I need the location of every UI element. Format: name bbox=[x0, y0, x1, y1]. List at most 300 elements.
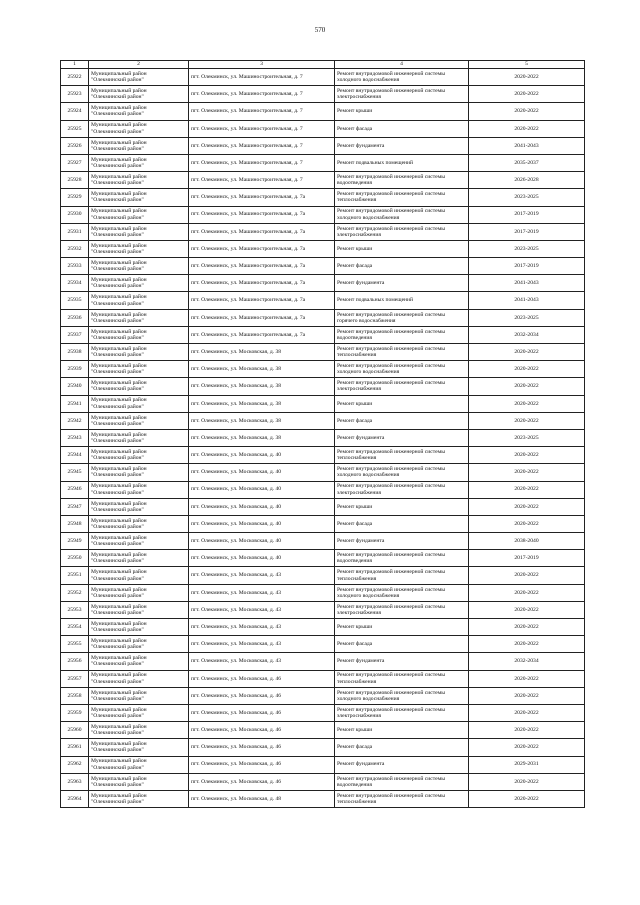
table-row bbox=[61, 240, 585, 257]
period-cell: 2020-2022 bbox=[469, 86, 585, 103]
address-cell: пгт. Олекминск, ул. Машиностроительная, д. 7а bbox=[189, 258, 335, 275]
work-type-line: Ремонт внутридомовой инженерной системы bbox=[337, 328, 445, 335]
municipality-line: Муниципальный район bbox=[91, 208, 147, 215]
column-header-2: 2 bbox=[89, 61, 189, 69]
municipality-cell bbox=[89, 704, 189, 721]
work-type-cell bbox=[335, 103, 469, 120]
municipality-line: Муниципальный район bbox=[91, 88, 147, 95]
work-type-cell bbox=[335, 447, 469, 464]
work-type-cell bbox=[335, 481, 469, 498]
work-type-cell bbox=[335, 773, 469, 790]
address-cell: пгт. Олекминск, ул. Московская, д. 40 bbox=[189, 550, 335, 567]
municipality-line: "Олекминский район" bbox=[91, 334, 144, 341]
municipality-line: "Олекминский район" bbox=[91, 764, 144, 771]
work-type-line: Ремонт крыши bbox=[337, 727, 373, 734]
address-cell: пгт. Олекминск, ул. Машиностроительная, д. 7а bbox=[189, 275, 335, 292]
municipality-cell bbox=[89, 756, 189, 773]
work-type-line: водоотведения bbox=[337, 558, 372, 565]
address-cell: пгт. Олекминск, ул. Машиностроительная, д. 7 bbox=[189, 154, 335, 171]
work-type-cell bbox=[335, 429, 469, 446]
municipality-line: Муниципальный район bbox=[91, 586, 147, 593]
work-type-line: Ремонт внутридомовой инженерной системы bbox=[337, 191, 445, 198]
row-number-cell: 25958 bbox=[61, 687, 89, 704]
page-number: 570 bbox=[314, 26, 326, 34]
municipality-line: "Олекминский район" bbox=[91, 214, 144, 221]
address-cell: пгт. Олекминск, ул. Машиностроительная, д. 7а bbox=[189, 223, 335, 240]
period-cell: 2041-2043 bbox=[469, 137, 585, 154]
period-cell: 2020-2022 bbox=[469, 636, 585, 653]
work-type-line: водоотведения bbox=[337, 334, 372, 341]
row-number-cell: 25924 bbox=[61, 103, 89, 120]
work-type-line: Ремонт подвальных помещений bbox=[337, 297, 414, 304]
period-cell: 2026-2028 bbox=[469, 172, 585, 189]
municipality-line: "Олекминский район" bbox=[91, 798, 144, 805]
address-cell: пгт. Олекминск, ул. Московская, д. 46 bbox=[189, 773, 335, 790]
table-row bbox=[61, 137, 585, 154]
row-number-cell: 25961 bbox=[61, 739, 89, 756]
table-row bbox=[61, 533, 585, 550]
work-type-line: холодного водоснабжения bbox=[337, 695, 400, 702]
municipality-line: "Олекминский район" bbox=[91, 94, 144, 101]
municipality-line: Муниципальный район bbox=[91, 174, 147, 181]
municipality-line: Муниципальный район bbox=[91, 345, 147, 352]
period-cell: 2020-2022 bbox=[469, 120, 585, 137]
work-type-line: Ремонт внутридомовой инженерной системы bbox=[337, 586, 445, 593]
table-row bbox=[61, 223, 585, 240]
municipality-line: "Олекминский район" bbox=[91, 747, 144, 754]
address-cell: пгт. Олекминск, ул. Московская, д. 46 bbox=[189, 722, 335, 739]
address-cell: пгт. Олекминск, ул. Московская, д. 38 bbox=[189, 395, 335, 412]
municipality-line: Муниципальный район bbox=[91, 552, 147, 559]
period-cell: 2020-2022 bbox=[469, 378, 585, 395]
work-type-cell bbox=[335, 206, 469, 223]
row-number-cell: 25952 bbox=[61, 584, 89, 601]
work-type-cell bbox=[335, 584, 469, 601]
municipality-line: "Олекминский район" bbox=[91, 523, 144, 530]
table-row bbox=[61, 292, 585, 309]
work-type-line: электроснабжения bbox=[337, 231, 381, 238]
period-cell: 2020-2022 bbox=[469, 481, 585, 498]
work-type-cell bbox=[335, 258, 469, 275]
period-cell: 2020-2022 bbox=[469, 687, 585, 704]
municipality-line: Муниципальный район bbox=[91, 655, 147, 662]
work-type-line: холодного водоснабжения bbox=[337, 214, 400, 221]
work-type-line: водоотведения bbox=[337, 781, 372, 788]
work-type-cell bbox=[335, 395, 469, 412]
work-type-cell bbox=[335, 240, 469, 257]
address-cell: пгт. Олекминск, ул. Машиностроительная, д. 7а bbox=[189, 240, 335, 257]
municipality-line: Муниципальный район bbox=[91, 311, 147, 318]
row-number-cell: 25928 bbox=[61, 172, 89, 189]
municipality-cell bbox=[89, 240, 189, 257]
address-cell: пгт. Олекминск, ул. Московская, д. 40 bbox=[189, 464, 335, 481]
table-row bbox=[61, 687, 585, 704]
work-type-cell bbox=[335, 550, 469, 567]
work-type-line: Ремонт внутридомовой инженерной системы bbox=[337, 603, 445, 610]
address-cell: пгт. Олекминск, ул. Московская, д. 43 bbox=[189, 636, 335, 653]
municipality-line: "Олекминский район" bbox=[91, 111, 144, 118]
address-cell: пгт. Олекминск, ул. Машиностроительная, д. 7 bbox=[189, 86, 335, 103]
period-cell: 2017-2019 bbox=[469, 206, 585, 223]
work-type-line: Ремонт внутридомовой инженерной системы bbox=[337, 208, 445, 215]
municipality-line: Муниципальный район bbox=[91, 242, 147, 249]
work-type-line: Ремонт внутридомовой инженерной системы bbox=[337, 672, 445, 679]
table-row bbox=[61, 550, 585, 567]
work-type-cell bbox=[335, 189, 469, 206]
municipality-cell bbox=[89, 395, 189, 412]
row-number-cell: 25935 bbox=[61, 292, 89, 309]
municipality-line: Муниципальный район bbox=[91, 156, 147, 163]
work-type-cell bbox=[335, 533, 469, 550]
municipality-line: Муниципальный район bbox=[91, 259, 147, 266]
municipality-line: Муниципальный район bbox=[91, 397, 147, 404]
municipality-cell bbox=[89, 653, 189, 670]
period-cell: 2020-2022 bbox=[469, 601, 585, 618]
period-cell: 2020-2022 bbox=[469, 739, 585, 756]
municipality-line: "Олекминский район" bbox=[91, 472, 144, 479]
row-number-cell: 25940 bbox=[61, 378, 89, 395]
table-row bbox=[61, 429, 585, 446]
municipality-cell bbox=[89, 223, 189, 240]
table-row bbox=[61, 69, 585, 86]
municipality-cell bbox=[89, 584, 189, 601]
municipality-line: "Олекминский район" bbox=[91, 506, 144, 513]
row-number-cell: 25947 bbox=[61, 498, 89, 515]
table-row bbox=[61, 670, 585, 687]
municipality-line: Муниципальный район bbox=[91, 191, 147, 198]
work-type-line: Ремонт внутридомовой инженерной системы bbox=[337, 225, 445, 232]
work-type-line: Ремонт внутридомовой инженерной системы bbox=[337, 345, 445, 352]
period-cell: 2020-2022 bbox=[469, 515, 585, 532]
work-type-cell bbox=[335, 69, 469, 86]
municipality-cell bbox=[89, 790, 189, 807]
work-type-line: Ремонт внутридомовой инженерной системы bbox=[337, 569, 445, 576]
municipality-line: Муниципальный район bbox=[91, 431, 147, 438]
municipality-line: "Олекминский район" bbox=[91, 248, 144, 255]
table-row bbox=[61, 704, 585, 721]
period-cell: 2020-2022 bbox=[469, 704, 585, 721]
municipality-cell bbox=[89, 103, 189, 120]
row-number-cell: 25964 bbox=[61, 790, 89, 807]
municipality-cell bbox=[89, 601, 189, 618]
row-number-cell: 25963 bbox=[61, 773, 89, 790]
municipality-line: "Олекминский район" bbox=[91, 627, 144, 634]
address-cell: пгт. Олекминск, ул. Машиностроительная, д. 7а bbox=[189, 189, 335, 206]
municipality-cell bbox=[89, 550, 189, 567]
municipality-line: "Олекминский район" bbox=[91, 283, 144, 290]
table-row bbox=[61, 189, 585, 206]
municipality-cell bbox=[89, 361, 189, 378]
column-header-4: 4 bbox=[335, 61, 469, 69]
work-type-line: Ремонт внутридомовой инженерной системы bbox=[337, 449, 445, 456]
work-type-line: Ремонт внутридомовой инженерной системы bbox=[337, 380, 445, 387]
municipality-line: "Олекминский район" bbox=[91, 300, 144, 307]
municipality-line: Муниципальный район bbox=[91, 724, 147, 731]
table-row bbox=[61, 790, 585, 807]
municipality-cell bbox=[89, 344, 189, 361]
work-type-line: водоотведения bbox=[337, 180, 372, 187]
municipality-cell bbox=[89, 154, 189, 171]
municipality-line: Муниципальный район bbox=[91, 792, 147, 799]
row-number-cell: 25931 bbox=[61, 223, 89, 240]
work-type-line: Ремонт крыши bbox=[337, 245, 373, 252]
municipality-line: Муниципальный район bbox=[91, 122, 147, 129]
municipality-line: "Олекминский район" bbox=[91, 438, 144, 445]
work-type-cell bbox=[335, 154, 469, 171]
column-header-5: 5 bbox=[469, 61, 585, 69]
row-number-cell: 25926 bbox=[61, 137, 89, 154]
period-cell: 2020-2022 bbox=[469, 69, 585, 86]
period-cell: 2041-2043 bbox=[469, 292, 585, 309]
table-row bbox=[61, 309, 585, 326]
table-row bbox=[61, 481, 585, 498]
row-number-cell: 25953 bbox=[61, 601, 89, 618]
work-type-line: теплоснабжения bbox=[337, 678, 377, 685]
row-number-cell: 25960 bbox=[61, 722, 89, 739]
address-cell: пгт. Олекминск, ул. Московская, д. 40 bbox=[189, 481, 335, 498]
municipality-cell bbox=[89, 292, 189, 309]
work-type-line: электроснабжения bbox=[337, 609, 381, 616]
period-cell: 2020-2022 bbox=[469, 344, 585, 361]
table-row bbox=[61, 154, 585, 171]
table-row bbox=[61, 412, 585, 429]
work-type-cell bbox=[335, 653, 469, 670]
row-number-cell: 25934 bbox=[61, 275, 89, 292]
row-number-cell: 25925 bbox=[61, 120, 89, 137]
municipality-line: Муниципальный район bbox=[91, 689, 147, 696]
work-type-line: холодного водоснабжения bbox=[337, 369, 400, 376]
work-type-line: Ремонт фасада bbox=[337, 417, 373, 424]
municipality-line: Муниципальный район bbox=[91, 758, 147, 765]
municipality-line: Муниципальный район bbox=[91, 363, 147, 370]
municipality-line: Муниципальный район bbox=[91, 105, 147, 112]
municipality-line: "Олекминский район" bbox=[91, 678, 144, 685]
work-type-cell bbox=[335, 670, 469, 687]
period-cell: 2017-2019 bbox=[469, 550, 585, 567]
table-row bbox=[61, 722, 585, 739]
municipality-line: Муниципальный район bbox=[91, 775, 147, 782]
municipality-cell bbox=[89, 258, 189, 275]
work-type-line: Ремонт внутридомовой инженерной системы bbox=[337, 706, 445, 713]
table-row bbox=[61, 120, 585, 137]
row-number-cell: 25932 bbox=[61, 240, 89, 257]
municipality-line: Муниципальный район bbox=[91, 741, 147, 748]
work-type-cell bbox=[335, 326, 469, 343]
work-type-line: теплоснабжения bbox=[337, 197, 377, 204]
municipality-line: "Олекминский район" bbox=[91, 369, 144, 376]
table-row bbox=[61, 395, 585, 412]
period-cell: 2023-2025 bbox=[469, 189, 585, 206]
work-type-line: Ремонт внутридомовой инженерной системы bbox=[337, 792, 445, 799]
municipality-cell bbox=[89, 481, 189, 498]
work-type-cell bbox=[335, 498, 469, 515]
period-cell: 2020-2022 bbox=[469, 498, 585, 515]
municipality-cell bbox=[89, 412, 189, 429]
address-cell: пгт. Олекминск, ул. Московская, д. 46 bbox=[189, 704, 335, 721]
work-type-line: электроснабжения bbox=[337, 713, 381, 720]
municipality-line: Муниципальный район bbox=[91, 483, 147, 490]
municipality-cell bbox=[89, 636, 189, 653]
work-type-cell bbox=[335, 86, 469, 103]
municipality-cell bbox=[89, 206, 189, 223]
municipality-line: "Олекминский район" bbox=[91, 128, 144, 135]
row-number-cell: 25946 bbox=[61, 481, 89, 498]
municipality-line: Муниципальный район bbox=[91, 380, 147, 387]
municipality-line: "Олекминский район" bbox=[91, 609, 144, 616]
work-type-line: горячего водоснабжения bbox=[337, 317, 396, 324]
work-type-cell bbox=[335, 275, 469, 292]
registry-table bbox=[60, 60, 585, 808]
work-type-line: Ремонт фундамента bbox=[337, 761, 385, 768]
address-cell: пгт. Олекминск, ул. Московская, д. 38 bbox=[189, 344, 335, 361]
period-cell: 2020-2022 bbox=[469, 567, 585, 584]
address-cell: пгт. Олекминск, ул. Машиностроительная, д. 7 bbox=[189, 69, 335, 86]
municipality-cell bbox=[89, 86, 189, 103]
row-number-cell: 25938 bbox=[61, 344, 89, 361]
address-cell: пгт. Олекминск, ул. Машиностроительная, д. 7 bbox=[189, 137, 335, 154]
municipality-cell bbox=[89, 137, 189, 154]
period-cell: 2041-2043 bbox=[469, 275, 585, 292]
municipality-cell bbox=[89, 722, 189, 739]
address-cell: пгт. Олекминск, ул. Московская, д. 46 bbox=[189, 756, 335, 773]
period-cell: 2020-2022 bbox=[469, 103, 585, 120]
period-cell: 2032-2034 bbox=[469, 653, 585, 670]
work-type-cell bbox=[335, 567, 469, 584]
work-type-line: Ремонт внутридомовой инженерной системы bbox=[337, 775, 445, 782]
municipality-cell bbox=[89, 326, 189, 343]
row-number-cell: 25943 bbox=[61, 429, 89, 446]
column-header-1: 1 bbox=[61, 61, 89, 69]
period-cell: 2017-2019 bbox=[469, 258, 585, 275]
table-row bbox=[61, 756, 585, 773]
municipality-cell bbox=[89, 670, 189, 687]
municipality-line: Муниципальный район bbox=[91, 449, 147, 456]
table-row bbox=[61, 464, 585, 481]
work-type-line: Ремонт фасада bbox=[337, 641, 373, 648]
table-row bbox=[61, 344, 585, 361]
work-type-cell bbox=[335, 309, 469, 326]
municipality-cell bbox=[89, 172, 189, 189]
row-number-cell: 25949 bbox=[61, 533, 89, 550]
period-cell: 2029-2031 bbox=[469, 756, 585, 773]
work-type-line: Ремонт фасада bbox=[337, 263, 373, 270]
address-cell: пгт. Олекминск, ул. Московская, д. 43 bbox=[189, 601, 335, 618]
row-number-cell: 25930 bbox=[61, 206, 89, 223]
municipality-cell bbox=[89, 189, 189, 206]
work-type-line: Ремонт внутридомовой инженерной системы bbox=[337, 483, 445, 490]
row-number-cell: 25923 bbox=[61, 86, 89, 103]
table-row bbox=[61, 172, 585, 189]
period-cell: 2023-2025 bbox=[469, 240, 585, 257]
work-type-line: холодного водоснабжения bbox=[337, 77, 400, 84]
table-row bbox=[61, 636, 585, 653]
municipality-cell bbox=[89, 69, 189, 86]
table-row bbox=[61, 567, 585, 584]
table-row bbox=[61, 86, 585, 103]
municipality-line: "Олекминский район" bbox=[91, 197, 144, 204]
municipality-cell bbox=[89, 619, 189, 636]
table-row bbox=[61, 515, 585, 532]
address-cell: пгт. Олекминск, ул. Машиностроительная, д. 7 bbox=[189, 172, 335, 189]
work-type-line: Ремонт подвальных помещений bbox=[337, 159, 414, 166]
period-cell: 2020-2022 bbox=[469, 670, 585, 687]
row-number-cell: 25954 bbox=[61, 619, 89, 636]
address-cell: пгт. Олекминск, ул. Московская, д. 40 bbox=[189, 498, 335, 515]
address-cell: пгт. Олекминск, ул. Московская, д. 43 bbox=[189, 653, 335, 670]
municipality-line: Муниципальный район bbox=[91, 638, 147, 645]
table-header bbox=[61, 61, 585, 69]
work-type-cell bbox=[335, 292, 469, 309]
row-number-cell: 25939 bbox=[61, 361, 89, 378]
header-row bbox=[61, 61, 585, 69]
municipality-line: "Олекминский район" bbox=[91, 180, 144, 187]
row-number-cell: 25936 bbox=[61, 309, 89, 326]
row-number-cell: 25950 bbox=[61, 550, 89, 567]
work-type-line: холодного водоснабжения bbox=[337, 592, 400, 599]
row-number-cell: 25922 bbox=[61, 69, 89, 86]
work-type-line: Ремонт внутридомовой инженерной системы bbox=[337, 552, 445, 559]
work-type-line: Ремонт внутридомовой инженерной системы bbox=[337, 466, 445, 473]
address-cell: пгт. Олекминск, ул. Московская, д. 38 bbox=[189, 412, 335, 429]
table-row bbox=[61, 584, 585, 601]
municipality-cell bbox=[89, 275, 189, 292]
work-type-line: Ремонт крыши bbox=[337, 623, 373, 630]
municipality-line: "Олекминский район" bbox=[91, 77, 144, 84]
address-cell: пгт. Олекминск, ул. Московская, д. 43 bbox=[189, 567, 335, 584]
row-number-cell: 25955 bbox=[61, 636, 89, 653]
work-type-line: Ремонт фундамента bbox=[337, 434, 385, 441]
work-type-cell bbox=[335, 704, 469, 721]
municipality-line: "Олекминский район" bbox=[91, 695, 144, 702]
period-cell: 2020-2022 bbox=[469, 773, 585, 790]
municipality-line: Муниципальный район bbox=[91, 603, 147, 610]
row-number-cell: 25959 bbox=[61, 704, 89, 721]
table-row bbox=[61, 206, 585, 223]
work-type-cell bbox=[335, 601, 469, 618]
table-row bbox=[61, 326, 585, 343]
row-number-cell: 25962 bbox=[61, 756, 89, 773]
work-type-line: электроснабжения bbox=[337, 94, 381, 101]
period-cell: 2020-2022 bbox=[469, 395, 585, 412]
municipality-cell bbox=[89, 515, 189, 532]
municipality-line: Муниципальный район bbox=[91, 414, 147, 421]
work-type-cell bbox=[335, 790, 469, 807]
address-cell: пгт. Олекминск, ул. Московская, д. 46 bbox=[189, 739, 335, 756]
work-type-line: Ремонт фундамента bbox=[337, 538, 385, 545]
municipality-line: Муниципальный район bbox=[91, 294, 147, 301]
period-cell: 2020-2022 bbox=[469, 790, 585, 807]
municipality-line: Муниципальный район bbox=[91, 534, 147, 541]
municipality-line: Муниципальный район bbox=[91, 139, 147, 146]
municipality-cell bbox=[89, 120, 189, 137]
row-number-cell: 25933 bbox=[61, 258, 89, 275]
municipality-cell bbox=[89, 739, 189, 756]
work-type-line: Ремонт внутридомовой инженерной системы bbox=[337, 88, 445, 95]
row-number-cell: 25944 bbox=[61, 447, 89, 464]
row-number-cell: 25929 bbox=[61, 189, 89, 206]
municipality-cell bbox=[89, 429, 189, 446]
period-cell: 2032-2034 bbox=[469, 326, 585, 343]
period-cell: 2020-2022 bbox=[469, 584, 585, 601]
municipality-line: "Олекминский район" bbox=[91, 541, 144, 548]
work-type-cell bbox=[335, 344, 469, 361]
period-cell: 2020-2022 bbox=[469, 464, 585, 481]
period-cell: 2038-2040 bbox=[469, 533, 585, 550]
work-type-line: Ремонт внутридомовой инженерной системы bbox=[337, 174, 445, 181]
work-type-line: Ремонт фасада bbox=[337, 744, 373, 751]
address-cell: пгт. Олекминск, ул. Московская, д. 38 bbox=[189, 378, 335, 395]
municipality-line: "Олекминский район" bbox=[91, 730, 144, 737]
